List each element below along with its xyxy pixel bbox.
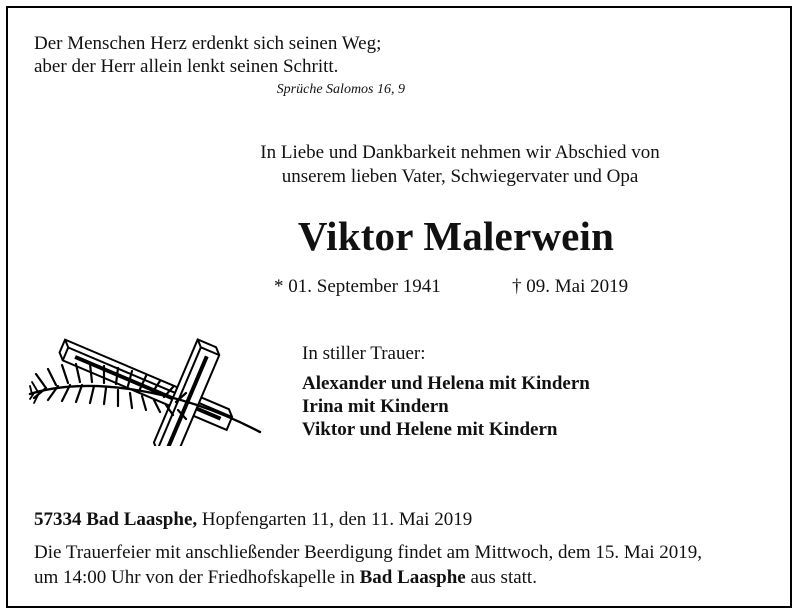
intro-line-1: In Liebe und Dankbarkeit nehmen wir Abschied von [260, 142, 660, 163]
funeral-info-line-1: Die Trauerfeier mit anschließender Beerdigung findet am Mittwoch, dem 15. Mai 2019, [34, 542, 703, 563]
funeral-info-line-2 [34, 566, 537, 590]
funeral-closing-text: aus statt. [465, 567, 537, 588]
bible-verse-line-1: Der Menschen Herz erdenkt sich seinen Weg; [34, 33, 382, 54]
funeral-time-text: um 14:00 Uhr von der Friedhofskapelle in [34, 567, 360, 588]
intro-line-2: unserem lieben Vater, Schwiegervater und Opa [281, 166, 639, 187]
mourner-line: Alexander und Helena mit Kindern [302, 373, 590, 394]
death-date: † 09. Mai 2019 [512, 276, 629, 297]
mourner-line: Irina mit Kindern [302, 396, 449, 417]
address-details: Hopfengarten 11, den 11. Mai 2019 [197, 509, 473, 530]
address-town: 57334 Bad Laasphe, [34, 509, 198, 530]
birth-date: * 01. September 1941 [274, 276, 441, 297]
bible-verse-reference: Sprüche Salomos 16, 9 [276, 82, 405, 97]
bible-verse-line-2: aber der Herr allein lenkt seinen Schritt. [34, 56, 339, 77]
funeral-place: Bad Laasphe [359, 567, 466, 588]
address-line [34, 509, 472, 531]
mourner-line: Viktor und Helene mit Kindern [302, 419, 558, 440]
deceased-name: Viktor Malerwein [297, 213, 615, 259]
cross-with-palm-icon [26, 322, 262, 446]
mourners-heading: In stiller Trauer: [302, 343, 426, 364]
